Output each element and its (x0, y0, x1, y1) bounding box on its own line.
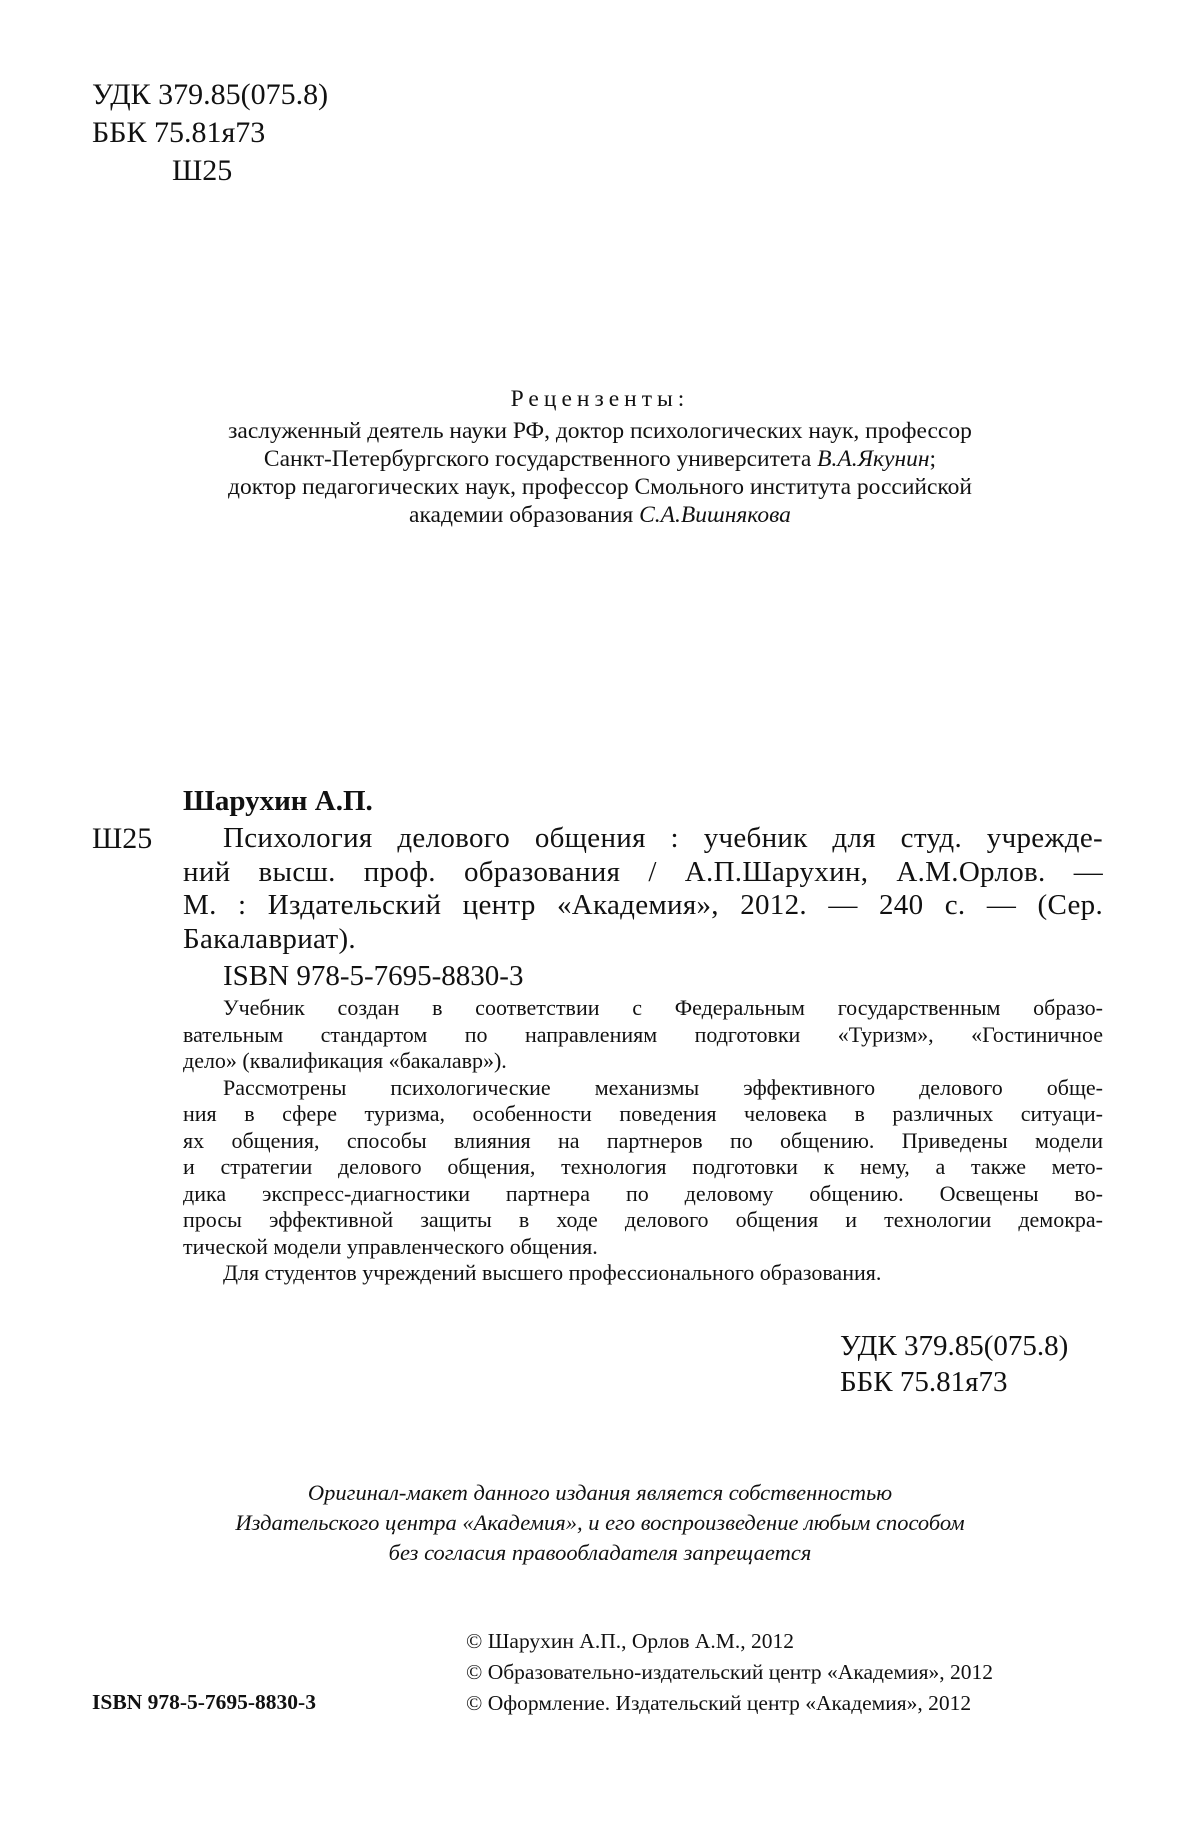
isbn-record: ISBN 978-5-7695-8830-3 (223, 960, 524, 992)
annotation (183, 995, 1103, 1287)
annotation-line: дика экспресс-диагностики партнера по деловому общению. Освещены во- (183, 1180, 1103, 1206)
copyright-line: © Шарухин А.П., Орлов А.М., 2012 (466, 1629, 794, 1653)
reviewer-affiliation: Санкт-Петербургского государственного университета (263, 446, 818, 472)
title-line: Бакалавриат). (183, 922, 356, 955)
annotation-line: просы эффективной защиты в ходе делового общения и технологии демокра- (183, 1207, 1103, 1232)
copyright-line: © Оформление. Издательский центр «Академия», 2012 (466, 1691, 972, 1715)
notice-line: Оригинал-макет данного издания является собственностью (307, 1480, 893, 1505)
title-line: М. : Издательский центр «Академия», 2012. — 240 с. — (Сер. (183, 889, 1103, 921)
reviewer-separator: ; (929, 446, 937, 472)
author-name: Шарухин А.П. (183, 785, 373, 817)
reviewer-affiliation: академии образования (409, 502, 640, 528)
biblio-author-mark: Ш25 (92, 822, 153, 855)
reviewer-line (100, 501, 1100, 529)
annotation-line: дело» (квалификация «бакалавр»). (183, 1048, 507, 1073)
annotation-line: Рассмотрены психологические механизмы эффективного делового обще- (223, 1074, 1103, 1100)
top-classification (92, 76, 328, 190)
isbn-bottom: ISBN 978-5-7695-8830-3 (92, 1690, 316, 1714)
notice-line: Издательского центра «Академия», и его воспроизведение любым способом (235, 1510, 965, 1535)
annotation-line: Учебник создан в соответствии с Федеральным государственным образо- (223, 995, 1103, 1020)
author-mark: Ш25 (172, 154, 233, 187)
copyright-holders (466, 1626, 993, 1719)
reviewers-section (100, 385, 1100, 529)
udk-code: УДК 379.85(075.8) (840, 1330, 1069, 1362)
copyright-notice (100, 1478, 1100, 1568)
annotation-line: вательным стандартом по направлениям подготовки «Туризм», «Гостиничное (183, 1021, 1103, 1047)
reviewer-line: доктор педагогических наук, профессор Смольного института российской (228, 474, 972, 500)
bbk-code: ББК 75.81я73 (840, 1366, 1008, 1398)
title-description (183, 822, 1103, 956)
annotation-line: тической модели управленческого общения. (183, 1233, 598, 1259)
reviewer-name: В.А.Якунин (817, 446, 930, 472)
copyright-line: © Образовательно-издательский центр «Академия», 2012 (466, 1660, 993, 1684)
reviewers-heading: Рецензенты: (510, 386, 690, 412)
reviewer-line (100, 445, 1100, 473)
annotation-line: Для студентов учреждений высшего профессионального образования. (223, 1260, 882, 1285)
title-line: ний высш. проф. образования / А.П.Шарухин, А.М.Орлов. — (183, 855, 1103, 888)
notice-line: без согласия правообладателя запрещается (388, 1540, 812, 1565)
title-line: Психология делового общения : учебник для студ. учрежде- (223, 822, 1103, 854)
annotation-line: ния в сфере туризма, особенности поведения человека в различных ситуаци- (183, 1101, 1103, 1126)
udk-code: УДК 379.85(075.8) (92, 78, 329, 111)
annotation-line: и стратегии делового общения, технология подготовки к нему, а также мето- (183, 1154, 1103, 1179)
reviewer-line: заслуженный деятель науки РФ, доктор психологических наук, профессор (228, 418, 972, 444)
annotation-line: ях общения, способы влияния на партнеров по общению. Приведены модели (183, 1127, 1103, 1153)
bottom-classification (840, 1328, 1068, 1400)
bbk-code: ББК 75.81я73 (92, 116, 266, 149)
reviewer-name: С.А.Вишнякова (639, 502, 791, 528)
